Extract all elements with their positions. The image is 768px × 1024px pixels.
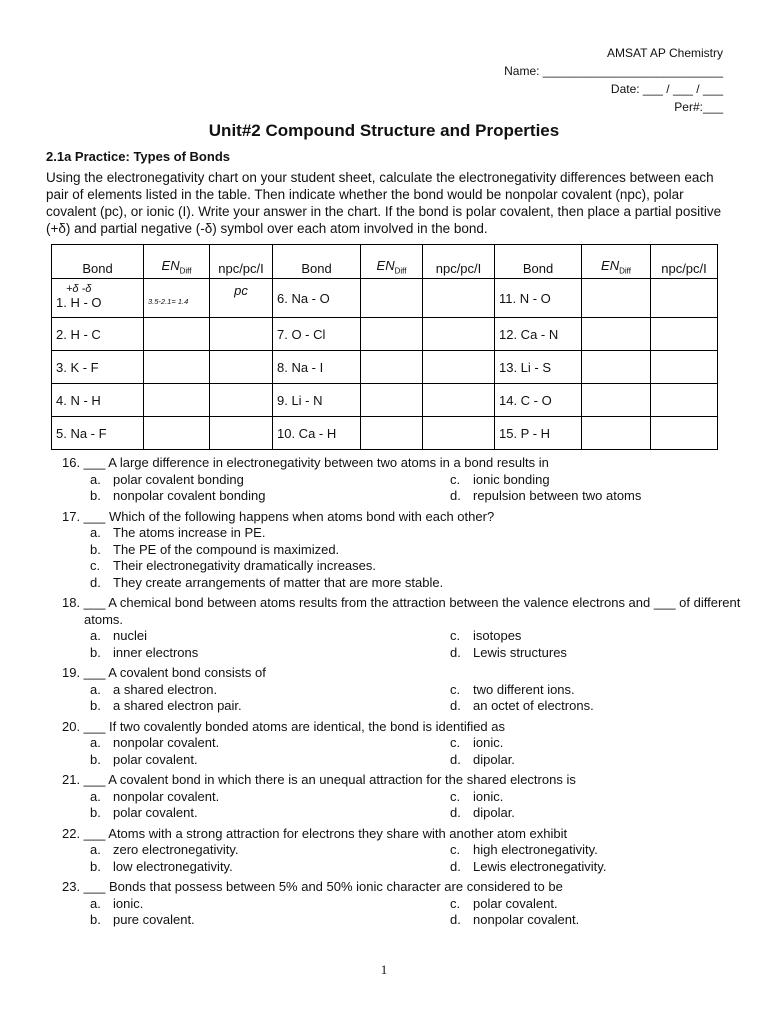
answer-choice — [450, 628, 750, 645]
table-row — [52, 318, 718, 351]
question-stem: 16. ___ A large difference in electronegativity between two atoms in a bond results in — [62, 455, 549, 470]
answer-choice — [90, 912, 450, 929]
answer-choice — [90, 542, 740, 559]
en-diff-cell[interactable] — [582, 417, 651, 450]
choice-letter: a. — [90, 471, 101, 487]
choice-text: nonpolar covalent. — [113, 735, 220, 750]
answer-choices — [90, 682, 742, 715]
bond-type-cell[interactable] — [651, 417, 718, 450]
bond-cell — [52, 318, 144, 351]
partial-charge-label: +δ -δ — [66, 282, 92, 295]
bond-cell — [52, 384, 144, 417]
bond-type-cell[interactable] — [651, 384, 718, 417]
en-diff-cell[interactable] — [582, 279, 651, 318]
question-stem: 20. ___ If two covalently bonded atoms are identical, the bond is identified as — [62, 718, 506, 734]
bond-cell — [273, 417, 361, 450]
bond-type-cell[interactable] — [210, 351, 273, 384]
answer-choice — [450, 805, 750, 822]
bond-cell — [495, 384, 582, 417]
choice-letter: b. — [90, 698, 101, 713]
answer-choice — [90, 735, 450, 752]
choice-text: high electronegativity. — [473, 842, 598, 857]
choice-text: low electronegativity. — [113, 858, 233, 874]
answer-choice — [450, 682, 750, 699]
bond-cell — [495, 417, 582, 450]
bond-label: 13. Li - S — [499, 359, 552, 375]
choice-text: two different ions. — [473, 681, 575, 697]
question-item — [62, 665, 742, 715]
answer-choices — [90, 842, 742, 875]
bond-cell — [52, 279, 144, 318]
bond-label: 2. H - C — [56, 326, 101, 342]
en-diff-cell[interactable] — [582, 318, 651, 351]
bond-label: 12. Ca - N — [499, 326, 559, 342]
answer-choice — [90, 525, 740, 542]
choice-text: a shared electron. — [113, 681, 218, 697]
question-stem: 19. ___ A covalent bond consists of — [62, 665, 266, 680]
choice-letter: b. — [90, 805, 101, 820]
choice-letter: d. — [450, 805, 461, 820]
answer-choice — [90, 805, 450, 822]
question-item — [62, 509, 742, 592]
answer-choice — [90, 488, 450, 505]
bond-type-cell[interactable] — [423, 384, 495, 417]
choice-text: nuclei — [113, 628, 147, 643]
choice-letter: d. — [450, 698, 461, 713]
bond-type-cell[interactable] — [651, 318, 718, 351]
choice-text: The atoms increase in PE. — [113, 525, 266, 540]
bond-type-cell[interactable] — [423, 351, 495, 384]
answer-choice — [450, 698, 750, 715]
choice-letter: b. — [90, 644, 101, 660]
choice-text: ionic bonding — [473, 471, 550, 487]
bond-label: 5. Na - F — [56, 425, 107, 441]
choice-letter: b. — [90, 912, 101, 927]
choice-letter: c. — [450, 842, 461, 857]
col-header-bond: Bond — [52, 245, 144, 279]
course-name: AMSAT AP Chemistry — [606, 46, 723, 60]
bond-table — [51, 244, 718, 450]
question-stem: 17. ___ Which of the following happens when atoms bond with each other? — [62, 508, 495, 524]
answer-choice — [90, 575, 740, 592]
instructions: Using the electronegativity chart on your student sheet, calculate the electronegativity differences between each pair of elements listed in the table. Then indicate whether the bond would be nonpolar covalent (npc), polar covalent (pc), or ionic (I). Write your answer in the chart. If the bond is polar covalent, then place a partial positive (+δ) and partial negative (-δ) symbol over each atom involved in the bond. — [46, 170, 722, 236]
en-diff-cell[interactable] — [361, 318, 423, 351]
answer-choice — [450, 752, 750, 769]
choice-letter: a. — [90, 895, 101, 911]
choice-text: inner electrons — [113, 644, 199, 660]
choice-letter: a. — [90, 788, 101, 804]
bond-cell — [52, 351, 144, 384]
en-diff-cell[interactable] — [144, 384, 210, 417]
choice-letter: d. — [450, 751, 461, 767]
bond-label: 9. Li - N — [277, 392, 323, 408]
answer-choice — [450, 472, 750, 489]
choice-text: Their electronegativity dramatically increases. — [113, 558, 376, 573]
choice-text: zero electronegativity. — [113, 842, 239, 857]
bond-type-cell[interactable] — [210, 417, 273, 450]
choice-letter: c. — [450, 788, 461, 804]
answer-choice — [450, 912, 750, 929]
table-row — [52, 417, 718, 450]
en-diff-cell[interactable] — [361, 417, 423, 450]
table-header-row — [52, 245, 718, 279]
answer-choice — [90, 645, 450, 662]
choice-text: nonpolar covalent. — [113, 788, 220, 804]
period-field: Per#:___ — [674, 100, 723, 114]
choice-letter: c. — [90, 558, 101, 573]
choice-text: The PE of the compound is maximized. — [113, 541, 340, 557]
section-subtitle: 2.1a Practice: Types of Bonds — [46, 149, 230, 164]
bond-cell — [273, 318, 361, 351]
question-item — [62, 595, 742, 661]
choice-letter: a. — [90, 628, 101, 643]
bond-label: 14. C - O — [499, 392, 552, 408]
choice-text: pure covalent. — [113, 912, 195, 927]
answer-choices — [90, 628, 742, 661]
bond-label: 3. K - F — [56, 359, 99, 375]
choice-text: an octet of electrons. — [473, 698, 594, 713]
bond-type-cell[interactable] — [210, 318, 273, 351]
question-list — [62, 455, 742, 933]
answer-choices — [90, 735, 742, 768]
choice-text: polar covalent. — [113, 751, 198, 767]
col-header-type: npc/pc/I — [651, 245, 718, 279]
col-header-type: npc/pc/I — [210, 245, 273, 279]
answer-choices — [90, 525, 742, 591]
choice-text: repulsion between two atoms — [473, 488, 642, 503]
bond-label: 6. Na - O — [277, 290, 330, 306]
col-header-en-diff: $EN_{Diff}$ — [144, 245, 210, 279]
choice-letter: d. — [450, 912, 461, 927]
en-diff-cell[interactable] — [144, 351, 210, 384]
answer-choice — [90, 628, 450, 645]
question-stem: 21. ___ A covalent bond in which there is an unequal attraction for the shared electrons is — [62, 772, 576, 787]
col-header-en-diff: $EN_{Diff}$ — [361, 245, 423, 279]
choice-letter: c. — [450, 735, 461, 750]
answer-choice — [90, 698, 450, 715]
answer-choice — [90, 472, 450, 489]
question-stem: 23. ___ Bonds that possess between 5% and 50% ionic character are considered to be — [62, 879, 563, 894]
bond-label: 4. N - H — [56, 392, 101, 408]
bond-type-cell[interactable] — [651, 351, 718, 384]
choice-letter: d. — [450, 858, 461, 874]
question-item — [62, 455, 742, 505]
en-diff-cell[interactable] — [361, 279, 423, 318]
choice-letter: a. — [90, 525, 101, 540]
answer-choices — [90, 896, 742, 929]
en-diff-cell[interactable] — [582, 384, 651, 417]
bond-label: 7. O - Cl — [277, 326, 326, 342]
answer-choice — [90, 682, 450, 699]
answer-choice — [90, 842, 450, 859]
name-field: Name: ___________________________ — [504, 64, 723, 78]
choice-text: ionic. — [473, 788, 504, 804]
choice-text: polar covalent bonding — [113, 471, 244, 487]
answer-choice — [90, 896, 450, 913]
en-diff-cell[interactable] — [361, 384, 423, 417]
choice-text: ionic. — [473, 735, 504, 750]
page-number: 1 — [380, 962, 388, 977]
choice-letter: a. — [90, 735, 101, 750]
answer-choice — [90, 859, 450, 876]
choice-text: dipolar. — [473, 751, 515, 767]
choice-letter: a. — [90, 842, 101, 857]
bond-cell — [495, 351, 582, 384]
answer-choice — [450, 645, 750, 662]
choice-text: dipolar. — [473, 805, 515, 820]
choice-letter: a. — [90, 681, 101, 697]
table-row — [52, 384, 718, 417]
choice-letter: d. — [90, 574, 101, 590]
bond-label: 11. N - O — [499, 290, 551, 306]
answer-choice — [450, 789, 750, 806]
question-item — [62, 772, 742, 822]
choice-text: ionic. — [113, 895, 144, 911]
answer-choice — [90, 789, 450, 806]
en-diff-cell[interactable] — [582, 351, 651, 384]
answer-choice — [90, 752, 450, 769]
question-item — [62, 826, 742, 876]
bond-cell — [273, 384, 361, 417]
answer-choices — [90, 472, 742, 505]
col-header-bond: Bond — [273, 245, 361, 279]
choice-text: polar covalent. — [113, 805, 198, 820]
choice-text: Lewis electronegativity. — [473, 858, 607, 874]
choice-text: nonpolar covalent bonding — [113, 488, 266, 503]
col-header-type: npc/pc/I — [423, 245, 495, 279]
bond-type-cell[interactable] — [423, 279, 495, 318]
bond-label: 10. Ca - H — [277, 425, 337, 441]
question-stem: 22. ___ Atoms with a strong attraction for electrons they share with another atom exhibit — [62, 825, 568, 841]
answer-choices — [90, 789, 742, 822]
question-item — [62, 719, 742, 769]
question-stem: 18. ___ A chemical bond between atoms results from the attraction between the valence electrons and ___ of different atoms. — [62, 595, 741, 627]
choice-letter: b. — [90, 751, 101, 767]
bond-cell — [495, 279, 582, 318]
choice-text: a shared electron pair. — [113, 698, 242, 713]
choice-letter: c. — [450, 895, 461, 911]
bond-type-cell[interactable]: pc — [210, 279, 273, 318]
answer-choice — [450, 896, 750, 913]
choice-letter: b. — [90, 488, 101, 503]
bond-cell — [495, 318, 582, 351]
bond-cell — [52, 417, 144, 450]
table-row — [52, 279, 718, 318]
en-diff-cell[interactable] — [144, 417, 210, 450]
bond-type-cell[interactable] — [423, 318, 495, 351]
bond-cell — [273, 279, 361, 318]
bond-label: 15. P - H — [499, 425, 551, 441]
en-diff-cell[interactable] — [144, 318, 210, 351]
page-title: Unit#2 Compound Structure and Properties — [208, 121, 560, 140]
en-diff-cell[interactable] — [361, 351, 423, 384]
choice-text: isotopes — [473, 628, 522, 643]
choice-letter: b. — [90, 541, 101, 557]
choice-text: polar covalent. — [473, 895, 558, 911]
bond-type-cell[interactable] — [210, 384, 273, 417]
table-row — [52, 351, 718, 384]
answer-choice — [450, 842, 750, 859]
date-field: Date: ___ / ___ / ___ — [610, 82, 723, 96]
choice-letter: c. — [450, 681, 461, 697]
choice-letter: c. — [450, 628, 461, 643]
answer-choice — [450, 859, 750, 876]
bond-label: 8. Na - I — [277, 359, 324, 375]
bond-type-cell[interactable] — [651, 279, 718, 318]
answer-choice — [450, 488, 750, 505]
answer-choice — [450, 735, 750, 752]
en-diff-cell[interactable]: 3.5-2.1= 1.4 — [144, 279, 210, 318]
col-header-bond: Bond — [495, 245, 582, 279]
choice-text: nonpolar covalent. — [473, 912, 580, 927]
bond-type-cell[interactable] — [423, 417, 495, 450]
bond-label: 1. H - O — [56, 294, 102, 310]
col-header-en-diff: $EN_{Diff}$ — [582, 245, 651, 279]
choice-text: Lewis structures — [473, 644, 567, 660]
answer-choice — [90, 558, 740, 575]
bond-cell — [273, 351, 361, 384]
choice-letter: d. — [450, 644, 461, 660]
choice-letter: c. — [450, 471, 461, 487]
choice-letter: b. — [90, 858, 101, 874]
question-item — [62, 879, 742, 929]
choice-text: They create arrangements of matter that are more stable. — [113, 574, 444, 590]
choice-letter: d. — [450, 488, 461, 503]
